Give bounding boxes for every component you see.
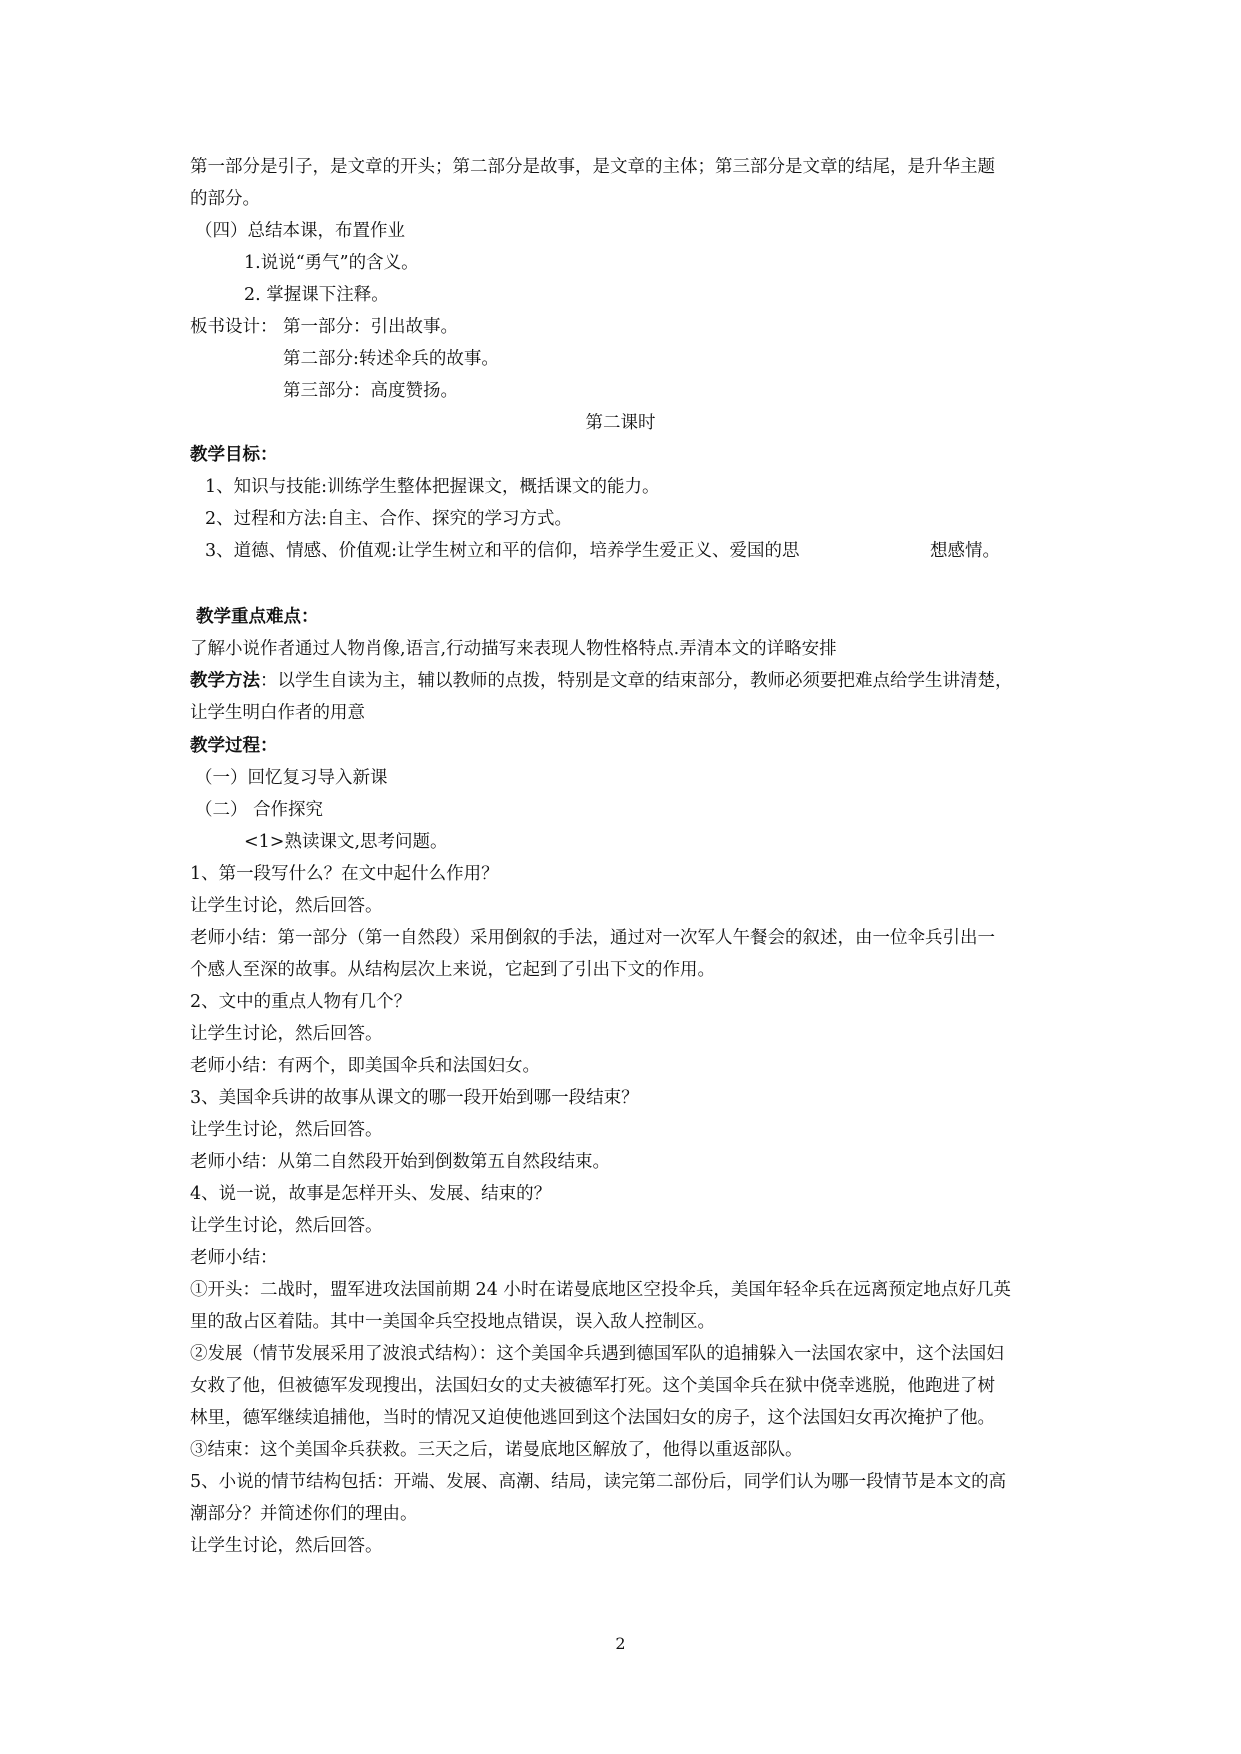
paragraph-line: 老师小结：	[190, 1248, 278, 1268]
section-heading: （四）总结本课，布置作业	[195, 221, 405, 241]
paragraph-line: 了解小说作者通过人物肖像,语言,行动描写来表现人物性格特点.弄清本文的详略安排	[190, 639, 837, 659]
goal-item: 2、过程和方法:自主、合作、探究的学习方式。	[205, 509, 573, 529]
heading-teaching-goals: 教学目标：	[190, 445, 278, 465]
paragraph-line: 里的敌占区着陆。其中一美国伞兵空投地点错误，误入敌人控制区。	[190, 1312, 715, 1332]
process-step: （一）回忆复习导入新课	[195, 768, 388, 788]
paragraph-line: 让学生讨论，然后回答。	[190, 1024, 383, 1044]
question-line: 3、美国伞兵讲的故事从课文的哪一段开始到哪一段结束？	[190, 1088, 639, 1108]
paragraph-line: ①开头：二战时，盟军进攻法国前期 24 小时在诺曼底地区空投伞兵，美国年轻伞兵在远离预定地点好几英	[190, 1280, 1011, 1300]
page-number: 2	[615, 1634, 626, 1653]
paragraph-line: 让学生明白作者的用意	[190, 703, 365, 723]
blackboard-design-line: 板书设计： 第一部分：引出故事。	[190, 317, 459, 337]
goal-item-continued: 想感情。	[930, 541, 1000, 561]
paragraph-line: 个感人至深的故事。从结构层次上来说，它起到了引出下文的作用。	[190, 960, 715, 980]
question-line: 1、第一段写什么？在文中起什么作用？	[190, 864, 499, 884]
paragraph-line: 的部分。	[190, 189, 260, 209]
blackboard-design-line: 第三部分：高度赞扬。	[283, 381, 458, 401]
assignment-item: 2. 掌握课下注释。	[244, 285, 389, 305]
heading-key-points: 教学重点难点：	[196, 607, 319, 627]
paragraph-line: 让学生讨论，然后回答。	[190, 896, 383, 916]
paragraph-line: 老师小结：第一部分（第一自然段）采用倒叙的手法，通过对一次军人午餐会的叙述，由一位伞兵引出一	[190, 928, 995, 948]
heading-teaching-process: 教学过程：	[190, 736, 278, 756]
lesson-title: 第二课时	[585, 413, 656, 433]
paragraph-line: 女救了他，但被德军发现搜出，法国妇女的丈夫被德军打死。这个美国伞兵在狱中侥幸逃脱，他跑进了树	[190, 1376, 995, 1396]
process-step: （二） 合作探究	[195, 800, 324, 820]
method-text: ：以学生自读为主，辅以教师的点拨，特别是文章的结束部分，教师必须要把难点给学生讲清楚，	[260, 671, 1013, 691]
paragraph-line: 潮部分？并简述你们的理由。	[190, 1504, 418, 1524]
paragraph-line: 第一部分是引子，是文章的开头；第二部分是故事，是文章的主体；第三部分是文章的结尾，是升华主题	[190, 157, 995, 177]
paragraph-line: 老师小结：从第二自然段开始到倒数第五自然段结束。	[190, 1152, 610, 1172]
question-line: 2、文中的重点人物有几个？	[190, 992, 412, 1012]
paragraph-line: 老师小结：有两个，即美国伞兵和法国妇女。	[190, 1056, 540, 1076]
paragraph-line: 让学生讨论，然后回答。	[190, 1120, 383, 1140]
paragraph-line: ②发展（情节发展采用了波浪式结构）：这个美国伞兵遇到德国军队的追捕躲入一法国农家中，这个法国妇	[190, 1344, 1004, 1364]
assignment-item: 1.说说“勇气”的含义。	[244, 253, 419, 273]
process-substep: <1>熟读课文,思考问题。	[244, 832, 448, 852]
paragraph-line: 让学生讨论，然后回答。	[190, 1216, 383, 1236]
paragraph-line: ③结束：这个美国伞兵获救。三天之后，诺曼底地区解放了，他得以重返部队。	[190, 1440, 803, 1460]
paragraph-line: 林里，德军继续追捕他，当时的情况又迫使他逃回到这个法国妇女的房子，这个法国妇女再次掩护了他。	[190, 1408, 995, 1428]
heading-teaching-method: 教学方法	[190, 671, 260, 691]
question-line: 5、小说的情节结构包括：开端、发展、高潮、结局，读完第二部份后，同学们认为哪一段情节是本文的高	[190, 1472, 1007, 1492]
goal-item: 1、知识与技能:训练学生整体把握课文，概括课文的能力。	[205, 477, 660, 497]
paragraph-line: 让学生讨论，然后回答。	[190, 1536, 383, 1556]
blackboard-design-line: 第二部分:转述伞兵的故事。	[283, 349, 499, 369]
question-line: 4、说一说，故事是怎样开头、发展、结束的？	[190, 1184, 552, 1204]
goal-item: 3、道德、情感、价值观:让学生树立和平的信仰，培养学生爱正义、爱国的思	[205, 541, 800, 561]
method-line	[190, 668, 1013, 694]
